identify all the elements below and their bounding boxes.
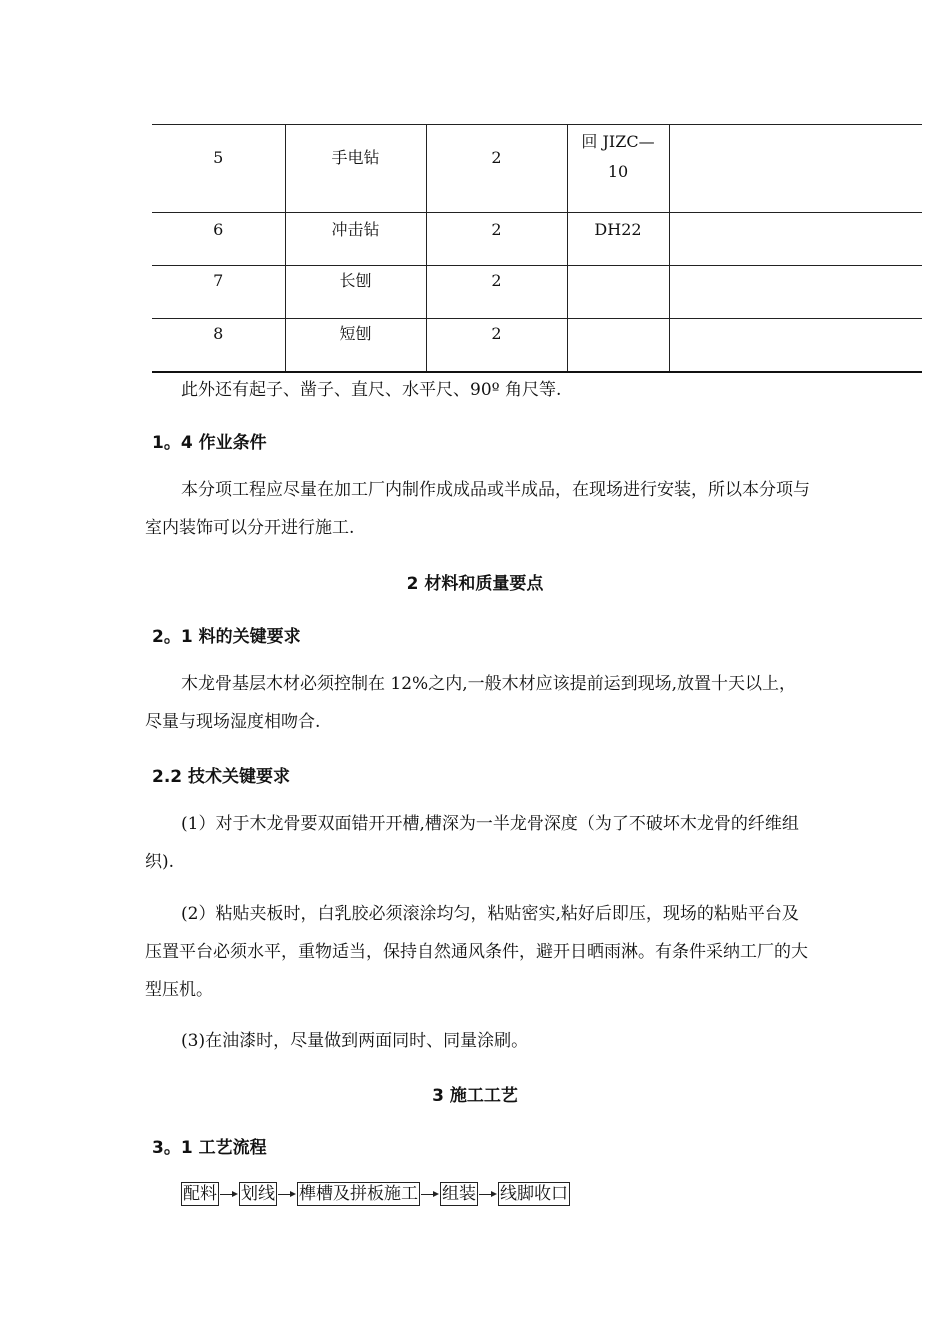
table-row (152, 213, 922, 266)
tool-model-line: 回 JIZC— (581, 132, 655, 151)
flow-step: 组装 (442, 1184, 476, 1204)
tool-note (670, 213, 923, 217)
row-number: 5 (213, 148, 224, 167)
section-heading-2-1: 2。1 料的关键要求 (152, 627, 301, 647)
section-heading-2-2: 2.2 技术关键要求 (152, 767, 291, 787)
row-number: 8 (213, 324, 224, 343)
tool-model (568, 319, 669, 321)
tool-model (568, 266, 669, 268)
tool-model (568, 125, 669, 187)
tools-note-text: 此外还有起子、凿子、直尺、水平尺、90º 角尺等. (181, 380, 562, 400)
tool-model: DH22 (594, 220, 642, 239)
tool-name: 长刨 (339, 271, 372, 290)
section-heading-1-4: 1。4 作业条件 (152, 433, 267, 453)
chapter-heading-3: 3 施工工艺 (432, 1086, 518, 1106)
tool-quantity: 2 (491, 271, 502, 290)
table-row (152, 266, 922, 319)
tool-name: 短刨 (339, 324, 372, 343)
flow-step: 榫槽及拼板施工 (299, 1184, 418, 1204)
tool-quantity: 2 (491, 324, 502, 343)
tool-note (670, 319, 923, 321)
tool-note (670, 266, 923, 268)
section-2-1-body: 木龙骨基层木材必须控制在 12%之内,一般木材应该提前运到现场,放置十天以上，尽量与现场湿度相吻合. (145, 674, 796, 732)
section-2-2-item-3: (3)在油漆时，尽量做到两面同时、同量涂刷。 (181, 1031, 529, 1051)
section-1-4-body: 本分项工程应尽量在加工厂内制作成成品或半成品，在现场进行安装，所以本分项与室内装饰可以分开进行施工. (145, 480, 810, 538)
table-row (152, 319, 922, 372)
section-2-2-item-2: (2）粘贴夹板时，白乳胶必须滚涂均匀，粘贴密实,粘好后即压，现场的粘贴平台及压置平台必须水平，重物适当，保持自然通风条件，避开日晒雨淋。有条件采纳工厂的大型压机。 (145, 904, 808, 1000)
arrow-right-icon (277, 1183, 297, 1205)
flow-step: 配料 (183, 1184, 217, 1204)
arrow-right-icon (420, 1183, 440, 1205)
tool-note (670, 125, 923, 145)
tool-quantity: 2 (491, 220, 502, 239)
chapter-heading-2: 2 材料和质量要点 (406, 574, 544, 594)
flow-step: 线脚收口 (500, 1184, 568, 1204)
process-flow (181, 1182, 570, 1206)
row-number: 6 (213, 220, 224, 239)
section-2-2-item-1: (1）对于木龙骨要双面错开开槽,槽深为一半龙骨深度（为了不破坏木龙骨的纤维组织). (145, 814, 799, 872)
flow-step: 划线 (241, 1184, 275, 1204)
row-number: 7 (213, 271, 224, 290)
tool-name: 手电钻 (331, 148, 380, 167)
tool-name: 冲击钻 (331, 220, 380, 239)
tools-table (152, 124, 922, 373)
section-heading-3-1: 3。1 工艺流程 (152, 1138, 267, 1158)
table-row (152, 125, 922, 213)
arrow-right-icon (219, 1183, 239, 1205)
tools-table-container (152, 124, 922, 373)
arrow-right-icon (478, 1183, 498, 1205)
tool-model-line: 10 (607, 162, 629, 181)
tool-quantity: 2 (491, 148, 502, 167)
